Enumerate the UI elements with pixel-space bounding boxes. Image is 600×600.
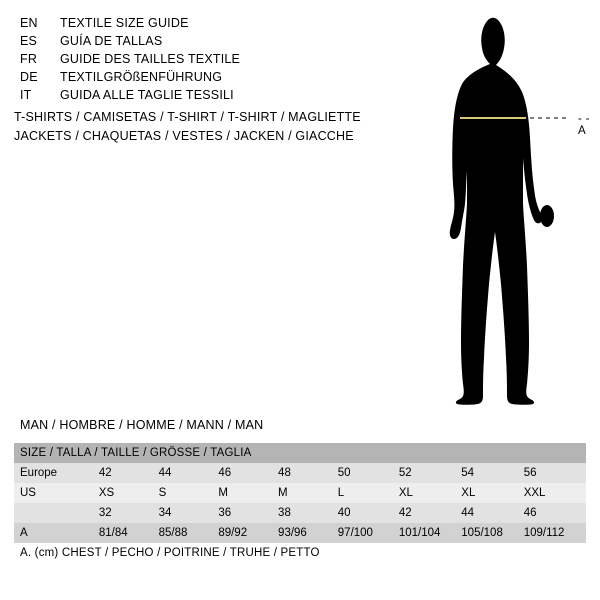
language-row — [20, 16, 380, 34]
cell: 42 — [98, 467, 112, 479]
language-row — [20, 88, 380, 106]
chest-callout-label — [578, 113, 600, 137]
cell: XXL — [523, 487, 546, 499]
footnote-chest-measure: A. (cm) CHEST / PECHO / POITRINE / TRUHE / PETTO — [20, 547, 320, 559]
cell: 46 — [218, 467, 232, 479]
garment-line-jackets: JACKETS / CHAQUETAS / VESTES / JACKEN / GIACCHE — [14, 129, 354, 143]
cell: M — [218, 487, 228, 499]
cell: 52 — [398, 467, 412, 479]
cell: XL — [461, 487, 476, 499]
cell: 56 — [523, 467, 537, 479]
cell: 48 — [278, 467, 291, 479]
cell: 44 — [158, 467, 172, 479]
cell: 109/112 — [523, 527, 565, 539]
cell: 97/100 — [337, 527, 373, 539]
cell: XS — [98, 487, 115, 499]
cell: S — [158, 487, 167, 499]
cell: 44 — [461, 507, 475, 519]
cell: 105/108 — [461, 527, 503, 539]
language-text: TEXTILGRÖßENFÜHRUNG — [60, 70, 223, 84]
language-row — [20, 52, 380, 70]
table-row — [14, 483, 586, 503]
garment-category-block — [14, 110, 414, 148]
cell: 54 — [461, 467, 475, 479]
garment-line-tshirts: T-SHIRTS / CAMISETAS / T-SHIRT / T-SHIRT / MAGLIETTE — [14, 110, 361, 124]
cell: 32 — [98, 507, 112, 519]
silhouette-svg — [410, 8, 600, 408]
language-text: GUÍA DE TALLAS — [60, 34, 163, 48]
table-row — [14, 523, 586, 543]
cell: 46 — [523, 507, 537, 519]
cell: 42 — [398, 507, 412, 519]
language-text: GUIDE DES TAILLES TEXTILE — [60, 52, 241, 66]
silhouette-hand — [540, 205, 554, 227]
table-row-header — [14, 443, 586, 463]
language-header-block — [20, 16, 380, 106]
cell: 81/84 — [98, 527, 128, 539]
cell: XL — [398, 487, 413, 499]
language-row — [20, 34, 380, 52]
language-text: TEXTILE SIZE GUIDE — [60, 16, 189, 30]
callout-letter: A — [578, 125, 586, 137]
row-label: US — [20, 487, 36, 499]
cell: L — [337, 487, 345, 499]
male-silhouette-figure — [410, 8, 600, 408]
row-label — [14, 503, 99, 523]
silhouette-body — [450, 18, 554, 405]
table-title: MAN / HOMBRE / HOMME / MANN / MAN — [20, 418, 264, 432]
cell: 93/96 — [278, 527, 307, 539]
language-text: GUIDA ALLE TAGLIE TESSILI — [60, 88, 234, 102]
cell: 85/88 — [158, 527, 188, 539]
language-row — [20, 70, 380, 88]
language-code: ES — [20, 34, 38, 48]
table-row — [14, 503, 586, 523]
cell: 101/104 — [398, 527, 441, 539]
row-label: Europe — [20, 467, 58, 479]
row-label: A — [20, 527, 28, 539]
language-code: IT — [20, 88, 32, 102]
cell: 50 — [337, 467, 351, 479]
table-header-label: SIZE / TALLA / TAILLE / GRÖSSE / TAGLIA — [20, 447, 252, 459]
cell: 38 — [278, 507, 291, 519]
language-code: DE — [20, 70, 38, 84]
language-code: EN — [20, 16, 38, 30]
cell: M — [278, 487, 288, 499]
language-code: FR — [20, 52, 38, 66]
cell: 89/92 — [218, 527, 248, 539]
cell: 34 — [158, 507, 172, 519]
callout-dash: - - — [578, 113, 590, 125]
size-table — [14, 443, 586, 543]
table-row — [14, 463, 586, 483]
cell: 36 — [218, 507, 232, 519]
cell: 40 — [337, 507, 351, 519]
